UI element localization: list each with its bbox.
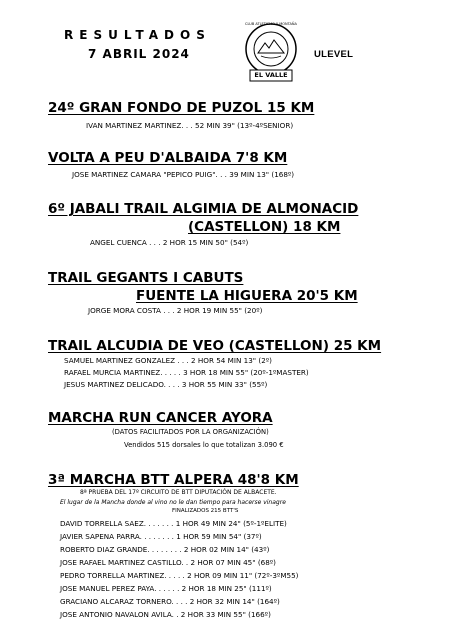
- result-line: JORGE MORA COSTA . . . 2 HOR 19 MIN 55" (20º): [88, 306, 263, 315]
- page-date: 7 ABRIL 2024: [88, 47, 190, 61]
- result-line: GRACIANO ALCARAZ TORNERO. . . . 2 HOR 32 MIN 14" (164º): [60, 597, 280, 606]
- level-logo: ULEVEL: [314, 49, 354, 60]
- club-logo-text: CLUB ATLETISMO Y MONTAÑA: [245, 22, 297, 26]
- event-title: 6º JABALI TRAIL ALGIMIA DE ALMONACID: [48, 201, 359, 217]
- result-line: JOSE MARTINEZ CAMARA "PEPICO PUIG". . . 39 MIN 13" (168º): [72, 170, 295, 179]
- event-title: TRAIL ALCUDIA DE VEO (CASTELLON) 25 KM: [48, 338, 382, 354]
- event-title-line2: FUENTE LA HIGUERA 20'5 KM: [136, 288, 358, 304]
- result-line: RAFAEL MURCIA MARTINEZ. . . . . 3 HOR 18 MIN 55" (20º-1ºMASTER): [64, 368, 309, 377]
- result-line: JESUS MARTINEZ DELICADO. . . . 3 HOR 55 MIN 33" (55º): [64, 380, 268, 389]
- result-line: ANGEL CUENCA . . . 2 HOR 15 MIN 50" (54º): [90, 238, 249, 247]
- result-line: ROBERTO DIAZ GRANDE. . . . . . . . 2 HOR 02 MIN 14" (43º): [60, 545, 270, 554]
- event-note: El lugar de la Mancha donde al vino no le dan tiempo para hacerse vinagre: [60, 499, 286, 506]
- event-title: MARCHA RUN CANCER AYORA: [48, 410, 273, 426]
- event-title: 24º GRAN FONDO DE PUZOL 15 KM: [48, 100, 315, 116]
- result-line: DAVID TORRELLA SAEZ. . . . . . . 1 HOR 49 MIN 24" (5º-1ºELITE): [60, 519, 287, 528]
- result-line: JOSE MANUEL PEREZ PAYA. . . . . . 2 HOR 18 MIN 25" (111º): [60, 584, 272, 593]
- result-line: JOSE RAFAEL MARTINEZ CASTILLO. . 2 HOR 07 MIN 45" (68º): [60, 558, 276, 567]
- result-line: PEDRO TORRELLA MARTINEZ. . . . . 2 HOR 09 MIN 11" (72º-3ºM55): [60, 571, 299, 580]
- result-line: IVAN MARTINEZ MARTINEZ. . . 52 MIN 39" (13º-4ºSENIOR): [86, 121, 294, 130]
- event-title: 3ª MARCHA BTT ALPERA 48'8 KM: [48, 472, 299, 488]
- result-line: JOSE ANTONIO NAVALON AVILA. . 2 HOR 33 MIN 55" (166º): [60, 610, 271, 619]
- result-line: SAMUEL MARTINEZ GONZALEZ . . . 2 HOR 54 MIN 13" (2º): [64, 356, 272, 365]
- event-note: FINALIZADOS 215 BTT'S: [172, 508, 239, 514]
- event-note: Vendidos 515 dorsales lo que totalizan 3.090 €: [124, 441, 284, 449]
- event-title: TRAIL GEGANTS I CABUTS: [48, 270, 244, 286]
- event-note: (DATOS FACILITADOS POR LA ORGANIZACIÓN): [112, 428, 269, 436]
- club-logo: [240, 20, 302, 82]
- event-title-line2: (CASTELLON) 18 KM: [188, 219, 341, 235]
- result-line: JAVIER SAPENA PARRA. . . . . . . . 1 HOR 59 MIN 54" (37º): [60, 532, 262, 541]
- club-logo-label: EL VALLE: [254, 71, 288, 79]
- event-note: 8ª PRUEBA DEL 17º CIRCUITO DE BTT DIPUTACIÓN DE ALBACETE.: [80, 489, 277, 496]
- event-title: VOLTA A PEU D'ALBAIDA 7'8 KM: [48, 150, 288, 166]
- page-title: RESULTADOS: [64, 28, 211, 42]
